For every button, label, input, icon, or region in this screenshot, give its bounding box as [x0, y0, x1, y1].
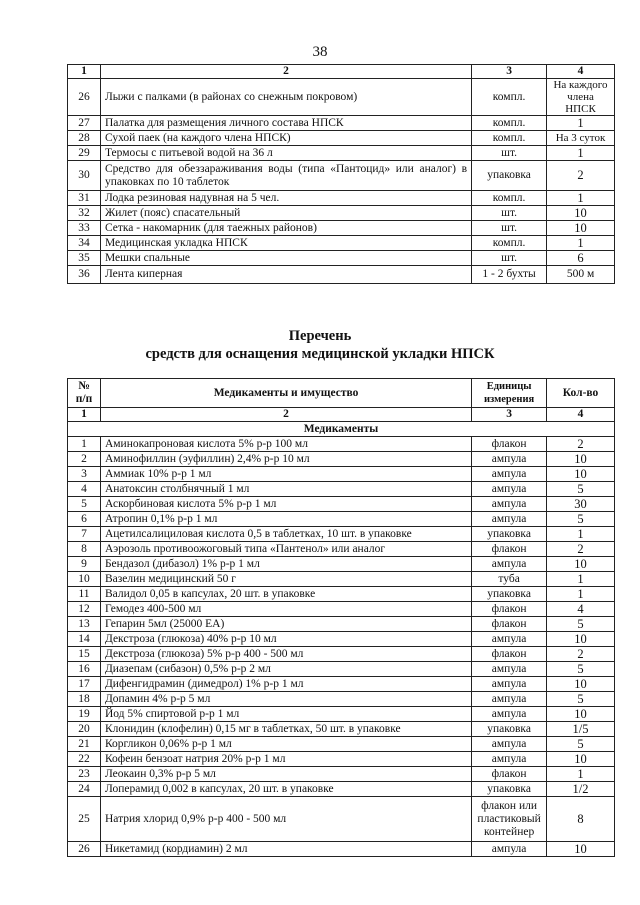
row-number: 15 [68, 647, 101, 662]
table-row [68, 707, 615, 722]
item-quantity: 10 [547, 707, 615, 722]
item-unit: флакон [472, 647, 547, 662]
item-quantity: 1 [547, 527, 615, 542]
row-number: 34 [68, 236, 101, 251]
item-name: Никетамид (кордиамин) 2 мл [100, 842, 471, 857]
item-quantity: 1/5 [547, 722, 615, 737]
row-number: 17 [68, 677, 101, 692]
item-unit: ампула [472, 842, 547, 857]
item-name: Диазепам (сибазон) 0,5% р-р 2 мл [100, 662, 471, 677]
item-quantity: 1 [547, 572, 615, 587]
item-quantity: 5 [547, 662, 615, 677]
item-quantity: 8 [547, 797, 615, 842]
item-name: Натрия хлорид 0,9% р-р 400 - 500 мл [100, 797, 471, 842]
item-quantity: 5 [547, 692, 615, 707]
item-quantity: 10 [547, 206, 615, 221]
row-number: 26 [68, 842, 101, 857]
table-row [68, 251, 615, 266]
header-unit: Единицы измерения [472, 379, 547, 408]
item-name: Атропин 0,1% р-р 1 мл [100, 512, 471, 527]
item-quantity: 500 м [547, 266, 615, 284]
table-row [68, 782, 615, 797]
table-row [68, 752, 615, 767]
item-unit: компл. [472, 191, 547, 206]
table-row [68, 497, 615, 512]
section-title: Медикаменты [68, 422, 615, 437]
row-number: 16 [68, 662, 101, 677]
item-name: Йод 5% спиртовой р-р 1 мл [100, 707, 471, 722]
column-index: 3 [472, 408, 547, 422]
item-quantity: 10 [547, 221, 615, 236]
item-quantity: 1 [547, 236, 615, 251]
item-unit: компл. [472, 116, 547, 131]
item-quantity: 2 [547, 542, 615, 557]
row-number: 3 [68, 467, 101, 482]
column-index: 1 [68, 408, 101, 422]
row-number: 26 [68, 79, 101, 116]
row-number: 23 [68, 767, 101, 782]
row-number: 7 [68, 527, 101, 542]
table-row [68, 767, 615, 782]
item-unit: ампула [472, 662, 547, 677]
table-header-row [68, 379, 615, 408]
item-quantity: 6 [547, 251, 615, 266]
item-unit: упаковка [472, 527, 547, 542]
list-subtitle: средств для оснащения медицинской укладки НПСК [145, 346, 495, 362]
row-number: 29 [68, 146, 101, 161]
row-number: 35 [68, 251, 101, 266]
item-name: Дифенгидрамин (димедрол) 1% р-р 1 мл [100, 677, 471, 692]
column-index: 3 [472, 65, 547, 79]
list-title: Перечень [288, 328, 352, 344]
row-number: 9 [68, 557, 101, 572]
table-row [68, 737, 615, 752]
table-row [68, 587, 615, 602]
item-name: Ацетилсалициловая кислота 0,5 в таблетках, 10 шт. в упаковке [100, 527, 471, 542]
item-unit: ампула [472, 557, 547, 572]
item-name: Мешки спальные [100, 251, 471, 266]
item-unit: шт. [472, 251, 547, 266]
row-number: 5 [68, 497, 101, 512]
item-quantity: 2 [547, 647, 615, 662]
item-unit: ампула [472, 512, 547, 527]
item-unit: шт. [472, 221, 547, 236]
row-number: 27 [68, 116, 101, 131]
row-number: 24 [68, 782, 101, 797]
table-row [68, 722, 615, 737]
item-quantity: 10 [547, 677, 615, 692]
header-number: № п/п [68, 379, 101, 408]
item-quantity: 2 [547, 437, 615, 452]
item-unit: флакон [472, 617, 547, 632]
table-row [68, 482, 615, 497]
item-unit: ампула [472, 497, 547, 512]
item-name: Жилет (пояс) спасательный [100, 206, 471, 221]
item-unit: упаковка [472, 722, 547, 737]
item-unit: ампула [472, 467, 547, 482]
column-index: 4 [547, 65, 615, 79]
item-quantity: 1 [547, 116, 615, 131]
table-row [68, 131, 615, 146]
item-name: Коргликон 0,06% р-р 1 мл [100, 737, 471, 752]
table-row [68, 572, 615, 587]
item-quantity: 10 [547, 842, 615, 857]
item-unit: ампула [472, 752, 547, 767]
table-row [68, 236, 615, 251]
row-number: 13 [68, 617, 101, 632]
item-unit: ампула [472, 707, 547, 722]
header-name: Медикаменты и имущество [100, 379, 471, 408]
item-unit: компл. [472, 131, 547, 146]
item-quantity: 1 [547, 587, 615, 602]
item-unit: туба [472, 572, 547, 587]
column-index: 1 [68, 65, 101, 79]
table-row [68, 632, 615, 647]
table-row [68, 677, 615, 692]
item-name: Аммиак 10% р-р 1 мл [100, 467, 471, 482]
table-row [68, 146, 615, 161]
item-name: Анатоксин столбнячный 1 мл [100, 482, 471, 497]
item-name: Сетка - накомарник (для таежных районов) [100, 221, 471, 236]
item-name: Гепарин 5мл (25000 ЕА) [100, 617, 471, 632]
item-unit: флакон [472, 437, 547, 452]
item-unit: ампула [472, 692, 547, 707]
table-row [68, 662, 615, 677]
item-name: Аскорбиновая кислота 5% р-р 1 мл [100, 497, 471, 512]
item-name: Клонидин (клофелин) 0,15 мг в таблетках, 50 шт. в упаковке [100, 722, 471, 737]
item-quantity: 10 [547, 452, 615, 467]
item-name: Медицинская укладка НПСК [100, 236, 471, 251]
table-row [68, 617, 615, 632]
item-name: Валидол 0,05 в капсулах, 20 шт. в упаковке [100, 587, 471, 602]
row-number: 14 [68, 632, 101, 647]
item-name: Декстроза (глюкоза) 5% р-р 400 - 500 мл [100, 647, 471, 662]
item-quantity: 1 [547, 191, 615, 206]
table-row [68, 527, 615, 542]
section-row [68, 422, 615, 437]
table-row [68, 191, 615, 206]
item-quantity: 10 [547, 557, 615, 572]
header-quantity: Кол-во [547, 379, 615, 408]
row-number: 32 [68, 206, 101, 221]
item-name: Бендазол (дибазол) 1% р-р 1 мл [100, 557, 471, 572]
item-unit: флакон [472, 602, 547, 617]
item-quantity: 1/2 [547, 782, 615, 797]
item-quantity: 10 [547, 467, 615, 482]
item-name: Сухой паек (на каждого члена НПСК) [100, 131, 471, 146]
item-unit: шт. [472, 146, 547, 161]
item-quantity: 4 [547, 602, 615, 617]
column-index-row [68, 65, 615, 79]
item-name: Кофеин бензоат натрия 20% р-р 1 мл [100, 752, 471, 767]
column-index: 2 [100, 408, 471, 422]
row-number: 4 [68, 482, 101, 497]
item-unit: 1 - 2 бухты [472, 266, 547, 284]
row-number: 30 [68, 161, 101, 191]
table-row [68, 79, 615, 116]
item-name: Леокаин 0,3% р-р 5 мл [100, 767, 471, 782]
item-quantity: 1 [547, 146, 615, 161]
equipment-table-continued [67, 64, 615, 284]
table-row [68, 512, 615, 527]
row-number: 18 [68, 692, 101, 707]
column-index: 4 [547, 408, 615, 422]
table-row [68, 542, 615, 557]
item-unit: ампула [472, 737, 547, 752]
item-name: Лоперамид 0,002 в капсулах, 20 шт. в упаковке [100, 782, 471, 797]
table-row [68, 797, 615, 842]
row-number: 1 [68, 437, 101, 452]
row-number: 12 [68, 602, 101, 617]
item-unit: ампула [472, 452, 547, 467]
table-row [68, 842, 615, 857]
item-unit: ампула [472, 677, 547, 692]
table-row [68, 116, 615, 131]
item-quantity: 5 [547, 512, 615, 527]
table-row [68, 266, 615, 284]
item-unit: упаковка [472, 161, 547, 191]
item-name: Лодка резиновая надувная на 5 чел. [100, 191, 471, 206]
table-row [68, 602, 615, 617]
item-quantity: 1 [547, 767, 615, 782]
item-unit: шт. [472, 206, 547, 221]
table-row [68, 692, 615, 707]
item-quantity: На каждого члена НПСК [547, 79, 615, 116]
row-number: 8 [68, 542, 101, 557]
item-unit: ампула [472, 632, 547, 647]
item-name: Палатка для размещения личного состава НПСК [100, 116, 471, 131]
table-row [68, 647, 615, 662]
item-quantity: 2 [547, 161, 615, 191]
item-quantity: 5 [547, 617, 615, 632]
column-index-row [68, 408, 615, 422]
item-quantity: 30 [547, 497, 615, 512]
item-unit: компл. [472, 236, 547, 251]
item-name: Лыжи с палками (в районах со снежным покровом) [100, 79, 471, 116]
item-name: Гемодез 400-500 мл [100, 602, 471, 617]
table-row [68, 452, 615, 467]
item-quantity: 5 [547, 482, 615, 497]
medical-kit-table [67, 378, 615, 857]
item-unit: ампула [472, 482, 547, 497]
item-unit: флакон или пластиковый контейнер [472, 797, 547, 842]
item-name: Аминофиллин (эуфиллин) 2,4% р-р 10 мл [100, 452, 471, 467]
item-quantity: 10 [547, 752, 615, 767]
item-quantity: 10 [547, 632, 615, 647]
row-number: 25 [68, 797, 101, 842]
table-row [68, 557, 615, 572]
item-name: Декстроза (глюкоза) 40% р-р 10 мл [100, 632, 471, 647]
row-number: 22 [68, 752, 101, 767]
row-number: 19 [68, 707, 101, 722]
row-number: 36 [68, 266, 101, 284]
page-number: 38 [312, 44, 328, 60]
item-quantity: 5 [547, 737, 615, 752]
row-number: 2 [68, 452, 101, 467]
table-row [68, 437, 615, 452]
item-unit: упаковка [472, 782, 547, 797]
row-number: 11 [68, 587, 101, 602]
item-name: Термосы с питьевой водой на 36 л [100, 146, 471, 161]
item-unit: флакон [472, 542, 547, 557]
row-number: 28 [68, 131, 101, 146]
item-name: Средство для обеззараживания воды (типа «Пантоцид» или аналог) в упаковках по 10 таблеток [100, 161, 471, 191]
item-name: Аэрозоль противоожоговый типа «Пантенол» или аналог [100, 542, 471, 557]
row-number: 21 [68, 737, 101, 752]
item-unit: флакон [472, 767, 547, 782]
table-row [68, 221, 615, 236]
row-number: 31 [68, 191, 101, 206]
item-name: Допамин 4% р-р 5 мл [100, 692, 471, 707]
item-unit: упаковка [472, 587, 547, 602]
table-row [68, 467, 615, 482]
item-name: Вазелин медицинский 50 г [100, 572, 471, 587]
table-row [68, 206, 615, 221]
row-number: 33 [68, 221, 101, 236]
row-number: 10 [68, 572, 101, 587]
row-number: 20 [68, 722, 101, 737]
item-quantity: На 3 суток [547, 131, 615, 146]
row-number: 6 [68, 512, 101, 527]
item-name: Лента киперная [100, 266, 471, 284]
column-index: 2 [100, 65, 471, 79]
item-unit: компл. [472, 79, 547, 116]
table-row [68, 161, 615, 191]
item-name: Аминокапроновая кислота 5% р-р 100 мл [100, 437, 471, 452]
